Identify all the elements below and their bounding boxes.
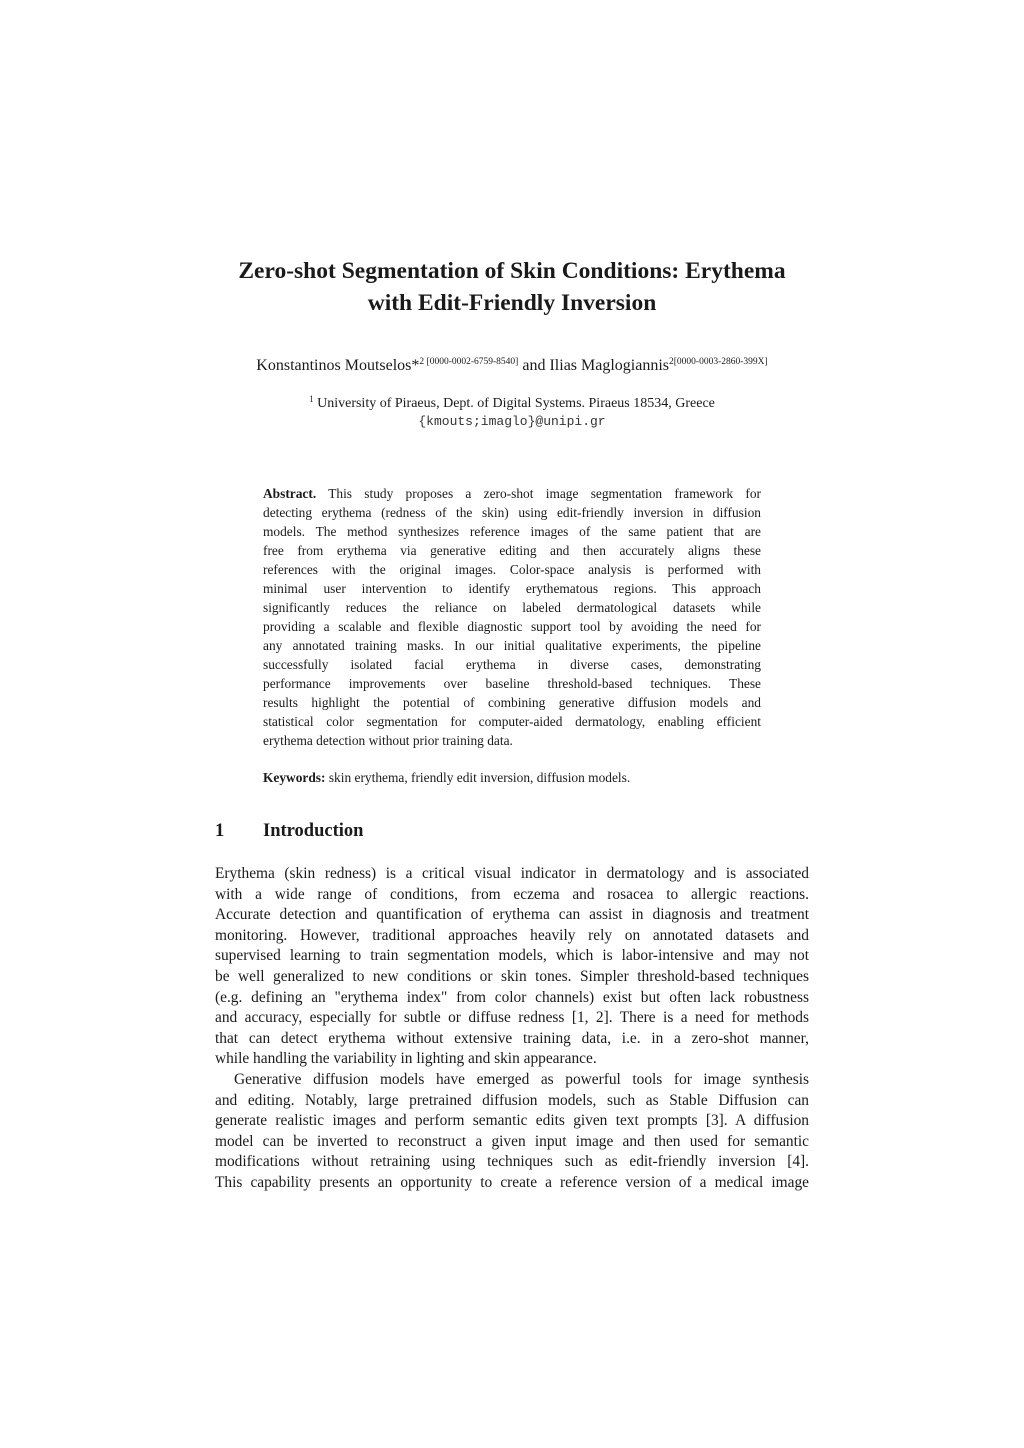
abstract-line: references with the original images. Color-space analysis is performed with xyxy=(263,562,761,577)
title-line-2: with Edit-Friendly Inversion xyxy=(367,290,657,316)
body-line: Generative diffusion models have emerged as powerful tools for image synthesis xyxy=(234,1070,809,1088)
abstract-line: statistical color segmentation for computer-aided dermatology, enabling efficient xyxy=(263,714,761,729)
body-line: Erythema (skin redness) is a critical visual indicator in dermatology and is associated xyxy=(215,865,809,882)
author-conjunction: and xyxy=(518,357,550,374)
body-line: generate realistic images and perform semantic edits given text prompts [3]. A diffusion xyxy=(215,1112,809,1130)
body-line: monitoring. However, traditional approaches heavily rely on annotated datasets and xyxy=(215,926,809,944)
keywords-text: skin erythema, friendly edit inversion, diffusion models. xyxy=(325,770,631,785)
body-line: (e.g. defining an "erythema index" from color channels) exist but often lack robustness xyxy=(215,988,809,1006)
abstract-line: performance improvements over baseline threshold-based techniques. These xyxy=(263,676,761,691)
abstract-label: Abstract. xyxy=(263,486,317,501)
author-name: Ilias Maglogiannis xyxy=(549,357,670,374)
body-line: Accurate detection and quantification of erythema can assist in diagnosis and treatment xyxy=(215,906,809,924)
body-line: be well generalized to new conditions or skin tones. Simpler threshold-based techniques xyxy=(215,967,809,985)
body-line: model can be inverted to reconstruct a given input image and then used for semantic xyxy=(215,1132,809,1150)
abstract-line: detecting erythema (redness of the skin) using edit-friendly inversion in diffusion xyxy=(263,505,761,520)
section-number: 1 xyxy=(215,821,225,841)
body-line: and editing. Notably, large pretrained diffusion models, such as Stable Diffusion can xyxy=(215,1091,809,1109)
section-body xyxy=(215,864,809,1194)
author-orcid: 2[0000-0003-2860-399X] xyxy=(669,357,768,367)
abstract-line: Abstract. This study proposes a zero-shot image segmentation framework for xyxy=(263,486,761,501)
body-line: This capability presents an opportunity to create a reference version of a medical image xyxy=(215,1173,809,1191)
title-line-1: Zero-shot Segmentation of Skin Conditions: Erythema xyxy=(238,258,786,284)
section-heading xyxy=(215,818,363,844)
author-name: Konstantinos Moutselos* xyxy=(256,357,420,374)
section-title: Introduction xyxy=(263,821,364,841)
affiliation xyxy=(200,394,824,413)
abstract-line: results highlight the potential of combining generative diffusion models and xyxy=(263,695,761,710)
abstract-line: significantly reduces the reliance on labeled dermatological datasets while xyxy=(263,600,761,615)
keywords xyxy=(263,768,761,787)
abstract-line: any annotated training masks. In our initial qualitative experiments, the pipeline xyxy=(263,638,761,653)
author-email: {kmouts;imaglo}@unipi.gr xyxy=(418,414,606,429)
abstract-line: minimal user intervention to identify erythematous regions. This approach xyxy=(263,581,761,596)
author-list xyxy=(200,355,824,377)
abstract-line: free from erythema via generative editing and then accurately aligns these xyxy=(263,543,761,558)
abstract-line: successfully isolated facial erythema in diverse cases, demonstrating xyxy=(263,657,761,672)
body-line: supervised learning to train segmentation models, which is labor-intensive and may not xyxy=(215,947,809,965)
abstract xyxy=(263,484,761,750)
author-orcid: 2 [0000-0002-6759-8540] xyxy=(419,357,519,367)
body-line: that can detect erythema without extensive training data, i.e. in a zero-shot manner, xyxy=(215,1029,809,1047)
body-line: while handling the variability in lighting and skin appearance. xyxy=(215,1050,597,1068)
affiliation-marker: 1 xyxy=(309,394,314,404)
body-line: with a wide range of conditions, from eczema and rosacea to allergic reactions. xyxy=(215,885,809,903)
body-line: modifications without retraining using techniques such as edit-friendly inversion [4]. xyxy=(215,1153,809,1171)
affiliation-text: University of Piraeus, Dept. of Digital Systems. Piraeus 18534, Greece xyxy=(313,396,715,411)
abstract-line: providing a scalable and flexible diagnostic support tool by avoiding the need for xyxy=(263,619,761,634)
abstract-line: models. The method synthesizes reference images of the same patient that are xyxy=(263,524,761,539)
abstract-line: erythema detection without prior training data. xyxy=(263,733,513,748)
keywords-label: Keywords: xyxy=(263,770,326,785)
paper-title xyxy=(200,255,824,319)
body-line: and accuracy, especially for subtle or diffuse redness [1, 2]. There is a need for methods xyxy=(215,1009,809,1027)
